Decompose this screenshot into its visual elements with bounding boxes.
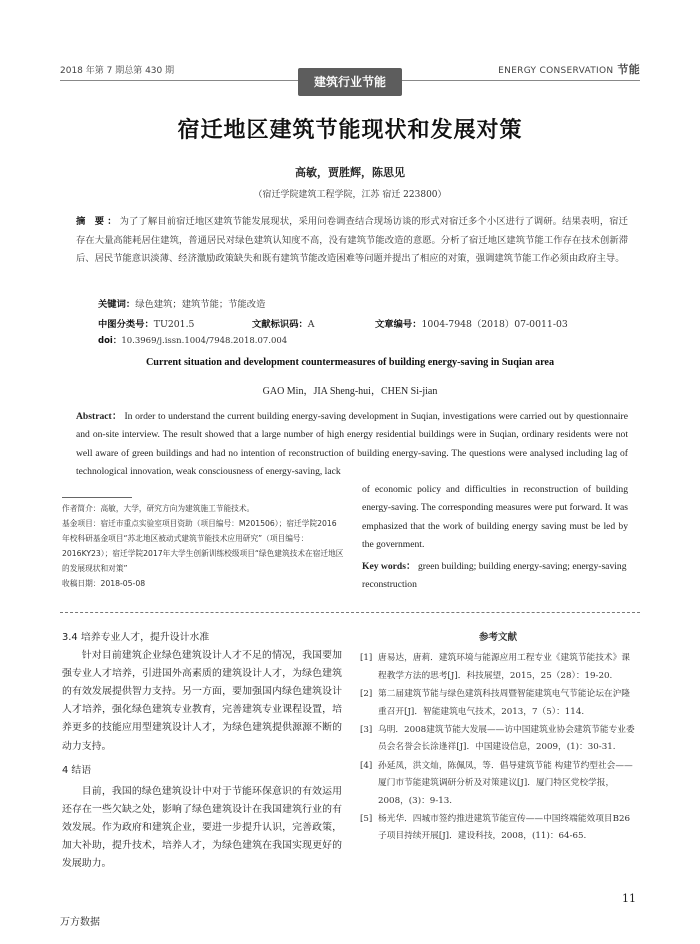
journal-name-cn: 节能 [617,63,640,76]
journal-name [498,61,640,77]
reference-text: 第二届建筑节能与绿色建筑科技周暨智能建筑电气节能论坛在沪隆重召开[J]．智能建筑电气技术，2013，7（5）：114. [378,689,630,717]
body-left-column [62,629,342,873]
article-authors: 高敏，贾胜辉，陈思见 [295,166,405,179]
section-3-4-title: 3.4 培养专业人才，提升设计水准 [62,632,210,643]
abstract-cn-label: 摘 要： [76,216,120,227]
reference-item [360,722,636,757]
fund-info: 基金项目：宿迁市重点实验室项目资助（项目编号：M201506）；宿迁学院2016年校科研基金项目“苏北地区被动式建筑节能技术应用研究”（项目编号：2016KY23）；宿迁学院2017年大学生创新训练校级项目“绿色建筑技术在宿迁地区的发展现状和对策” [62,519,344,574]
clc-label: 中图分类号： [98,319,154,330]
doc-code-field [252,316,315,330]
english-authors: GAO Min，JIA Sheng-hui，CHEN Si-jian [262,386,438,397]
author-bio: 作者简介：高敏，大学，研究方向为建筑施工节能技术。 [62,504,255,513]
abstract-cn [76,213,628,269]
english-title: Current situation and development countermeasures of building energy-saving in Suqian area [145,357,555,368]
reference-num: [2] [360,689,373,700]
issue-info: 2018 年第 7 期总第 430 期 [60,66,175,76]
reference-item [360,811,636,846]
doi-value: 10.3969/j.issn.1004/7948.2018.07.004 [121,336,288,346]
footnote-rule [62,497,132,498]
section-separator [60,612,640,613]
article-affiliation: （宿迁学院建筑工程学院，江苏 宿迁 223800） [253,190,447,200]
article-no-field [375,316,568,330]
references [360,629,636,847]
reference-item [360,650,636,685]
abstract-en-label: Abstract： [76,411,122,422]
reference-text: 杨光华．四城市签约推进建筑节能宣传——中国终端能效项目B26子项目持续开展[J]．建设科技，2008，(11)：64-65. [378,814,631,842]
article-no-label: 文章编号： [375,319,422,330]
keywords-cn-label: 关键词： [98,299,136,310]
reference-num: [5] [360,814,373,825]
clc-value: TU201.5 [153,319,195,330]
abstract-en-text-1: In order to understand the current building energy-saving development in Suqian, investigations were carried out by questionnaire and on-site interview. The result showed that a large number of high energy residential buildings were in Suqian, ordinary residents were not well aware of green buildings and had no intention of reconstruction of building energy-saving. The questions were analysed including lag of technological innovation, weak consciousness of energy-saving, lack [76,411,628,477]
journal-name-en: ENERGY CONSERVATION [498,66,614,76]
reference-num: [4] [360,760,373,771]
abstract-en [76,408,628,481]
doi-line [98,334,287,346]
references-title: 参考文献 [478,632,517,643]
section-tab: 建筑行业节能 [298,68,402,96]
reference-num: [1] [360,653,373,664]
abstract-cn-text: 为了了解目前宿迁地区建筑节能发展现状，采用问卷调查结合现场访谈的形式对宿迁多个小区进行了调研。结果表明，宿迁存在大量高能耗居住建筑，普通居民对绿色建筑认知度不高，没有建筑节能改造的意愿。分析了宿迁地区建筑节能工作存在技术创新滞后、居民节能意识淡薄、经济激励政策缺失和既有建筑节能改造困难等问题并提出了相应的对策，强调建筑节能工作必须由政府主导。 [76,216,628,264]
keywords-en-text: green building; building energy-saving; energy-saving reconstruction [362,561,627,591]
reference-item [360,758,636,810]
keywords-en [362,558,632,595]
keywords-cn [98,296,265,310]
reference-text: 乌明．2008建筑节能大发展——访中国建筑业协会建筑节能专业委员会名誉会长涂逢祥[J]．中国建设信息，2009，(1)：30-31. [378,725,635,753]
page-number: 11 [622,892,636,905]
keywords-en-label: Key words： [362,561,416,572]
doc-code-value: A [307,319,315,330]
reference-text: 唐易达，唐莉．建筑环境与能源应用工程专业《建筑节能技术》课程教学方法的思考[J]．科技展望，2015，25（28）：19-20. [378,653,630,681]
section-3-4-text: 针对目前建筑企业绿色建筑设计人才不足的情况，我国要加强专业人才培养，引进国外高素质的建筑设计人才，为绿色建筑的有效发展提供智力支持。另一方面，要加强国内绿色建筑设计人才培养，强化绿色建筑专业教育，完善建筑专业课程设置，培养更多的技能应用型建筑设计人才，为绿色建筑提供源源不断的动力支持。 [62,650,342,752]
doi-label: doi： [98,336,122,346]
abstract-en-continued: of economic policy and difficulties in reconstruction of building energy-saving. The corresponding measures were put forward. It was emphasized that the work of building energy saving must be led by the government. [362,484,628,550]
doc-code-label: 文献标识码： [252,319,308,330]
article-title: 宿迁地区建筑节能现状和发展对策 [177,118,523,143]
clc-field [98,316,194,330]
keywords-cn-text: 绿色建筑；建筑节能；节能改造 [135,299,266,310]
section-4-title: 4 结语 [62,764,92,776]
reference-text: 孙延凤，洪文灿，陈佩凤，等．倡导建筑节能 构建节约型社会——厦门市节能建筑调研分析及对策建议[J]．厦门特区党校学报，2008，(3)：9-13. [378,760,633,806]
section-4-text: 目前，我国的绿色建筑设计中对于节能环保意识的有效运用还存在一些欠缺之处，影响了绿色建筑设计在我国建筑行业的有效发展。作为政府和建筑企业，要进一步提升认识，完善政策，加大补助，提升技术，培养人才，为绿色建筑在我国实现更好的发展助力。 [62,785,342,870]
watermark-text: 万方数据 [60,917,100,928]
article-no-value: 1004-7948（2018）07-0011-03 [421,319,568,330]
reference-item [360,686,636,721]
reference-num: [3] [360,725,373,736]
footnote [62,501,344,592]
received-date: 收稿日期：2018-05-08 [62,579,146,589]
